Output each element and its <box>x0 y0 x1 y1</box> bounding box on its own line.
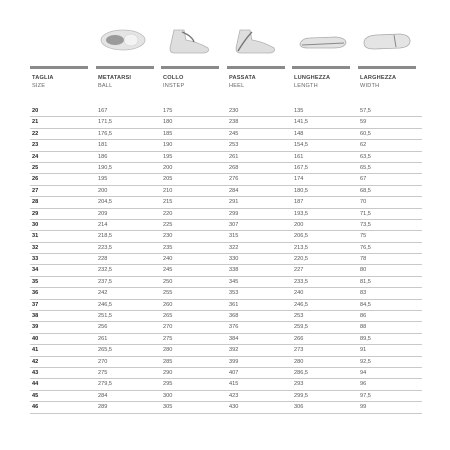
measure-cell: 246,5 <box>294 301 308 308</box>
measure-cell: 280 <box>294 358 304 365</box>
measure-cell: 284 <box>229 187 239 194</box>
size-cell: 28 <box>32 199 39 206</box>
table-row <box>30 231 422 242</box>
header-label-it: PASSATA <box>229 75 256 81</box>
measure-cell: 94 <box>360 369 367 376</box>
size-table-body <box>30 106 422 414</box>
measure-cell: 299 <box>229 210 239 217</box>
measure-cell: 260 <box>163 301 173 308</box>
table-row <box>30 288 422 299</box>
measure-cell: 279,5 <box>98 381 112 388</box>
measure-cell: 245 <box>229 130 239 137</box>
measure-cell: 315 <box>229 233 239 240</box>
table-row <box>30 254 422 265</box>
header-rule <box>30 66 422 70</box>
measure-cell: 71,5 <box>360 210 371 217</box>
measure-cell: 265,5 <box>98 347 112 354</box>
measure-cell: 361 <box>229 301 239 308</box>
measure-cell: 161 <box>294 153 304 160</box>
measure-cell: 230 <box>229 108 239 114</box>
measure-cell: 190 <box>163 142 173 149</box>
measure-cell: 154,5 <box>294 142 308 149</box>
measure-cell: 180,5 <box>294 187 308 194</box>
measure-cell: 213,5 <box>294 244 308 251</box>
measure-cell: 91 <box>360 347 367 354</box>
table-row <box>30 186 422 197</box>
measure-cell: 322 <box>229 244 239 251</box>
size-cell: 21 <box>32 119 39 126</box>
measure-cell: 399 <box>229 358 239 365</box>
table-row <box>30 345 422 356</box>
size-cell: 30 <box>32 221 39 228</box>
measure-cell: 285 <box>163 358 173 365</box>
measure-cell: 195 <box>163 153 173 160</box>
size-cell: 46 <box>32 404 39 411</box>
table-row <box>30 357 422 368</box>
header-label-en: BALL <box>98 83 113 89</box>
measure-cell: 255 <box>163 290 173 297</box>
size-cell: 42 <box>32 358 39 365</box>
measure-cell: 215 <box>163 199 173 206</box>
measure-cell: 338 <box>229 267 239 274</box>
table-row <box>30 140 422 151</box>
measure-cell: 238 <box>229 119 239 126</box>
measure-cell: 242 <box>98 290 108 297</box>
table-row <box>30 209 422 220</box>
measure-cell: 305 <box>163 404 173 411</box>
measure-cell: 78 <box>360 256 367 263</box>
measure-cell: 268 <box>229 164 239 171</box>
table-row <box>30 243 422 254</box>
foot-heel-icon <box>230 26 286 60</box>
measure-cell: 430 <box>229 404 239 411</box>
header-label-it: LARGHEZZA <box>360 75 397 81</box>
measure-cell: 286,5 <box>294 369 308 376</box>
table-row <box>30 277 422 288</box>
measure-cell: 225 <box>163 221 173 228</box>
measure-cell: 300 <box>163 392 173 399</box>
measure-cell: 259,5 <box>294 324 308 331</box>
size-cell: 38 <box>32 313 39 320</box>
size-cell: 25 <box>32 164 39 171</box>
measure-cell: 185 <box>163 130 173 137</box>
measure-cell: 290 <box>163 369 173 376</box>
size-cell: 45 <box>32 392 39 399</box>
size-cell: 23 <box>32 142 39 149</box>
measure-cell: 83 <box>360 290 367 297</box>
header-heel <box>229 74 256 90</box>
measure-cell: 73,5 <box>360 221 371 228</box>
measure-cell: 246,5 <box>98 301 112 308</box>
measure-cell: 200 <box>163 164 173 171</box>
measure-cell: 187 <box>294 199 304 206</box>
measure-cell: 276 <box>229 176 239 183</box>
table-row <box>30 220 422 231</box>
measure-cell: 235 <box>163 244 173 251</box>
size-cell: 29 <box>32 210 39 217</box>
measure-cell: 233,5 <box>294 278 308 285</box>
measure-cell: 200 <box>98 187 108 194</box>
measure-cell: 209 <box>98 210 108 217</box>
measure-cell: 75 <box>360 233 367 240</box>
measure-cell: 57,5 <box>360 108 371 114</box>
measure-cell: 181 <box>98 142 108 149</box>
measure-cell: 266 <box>294 335 304 342</box>
measure-cell: 237,5 <box>98 278 112 285</box>
measure-cell: 261 <box>229 153 239 160</box>
size-cell: 31 <box>32 233 39 240</box>
table-row <box>30 265 422 276</box>
table-row <box>30 152 422 163</box>
size-cell: 37 <box>32 301 39 308</box>
measure-cell: 280 <box>163 347 173 354</box>
size-cell: 35 <box>32 278 39 285</box>
measure-cell: 86 <box>360 313 367 320</box>
measure-cell: 218,5 <box>98 233 112 240</box>
measure-cell: 265 <box>163 313 173 320</box>
foot-instep-icon <box>164 26 220 60</box>
measure-cell: 167,5 <box>294 164 308 171</box>
measure-cell: 63,5 <box>360 153 371 160</box>
size-cell: 26 <box>32 176 39 183</box>
header-ball <box>98 74 131 90</box>
measure-cell: 295 <box>163 381 173 388</box>
measure-cell: 240 <box>163 256 173 263</box>
foot-length-icon <box>296 26 352 60</box>
size-cell: 22 <box>32 130 39 137</box>
measure-cell: 92,5 <box>360 358 371 365</box>
header-label-it: TAGLIA <box>32 75 54 81</box>
header-label-en: LENGTH <box>294 83 318 89</box>
size-cell: 27 <box>32 187 39 194</box>
size-cell: 32 <box>32 244 39 251</box>
measure-cell: 232,5 <box>98 267 112 274</box>
measure-cell: 60,5 <box>360 130 371 137</box>
size-cell: 24 <box>32 153 39 160</box>
size-cell: 43 <box>32 369 39 376</box>
measure-cell: 376 <box>229 324 239 331</box>
row-divider <box>30 413 422 414</box>
measure-cell: 415 <box>229 381 239 388</box>
measure-cell: 250 <box>163 278 173 285</box>
table-row <box>30 300 422 311</box>
measure-cell: 174 <box>294 176 304 183</box>
measure-cell: 195 <box>98 176 108 183</box>
measure-cell: 228 <box>98 256 108 263</box>
size-cell: 41 <box>32 347 39 354</box>
measure-cell: 345 <box>229 278 239 285</box>
measure-cell: 67 <box>360 176 367 183</box>
measure-cell: 306 <box>294 404 304 411</box>
table-row <box>30 174 422 185</box>
measure-cell: 84,5 <box>360 301 371 308</box>
measure-cell: 148 <box>294 130 304 137</box>
measure-cell: 210 <box>163 187 173 194</box>
measure-cell: 299,5 <box>294 392 308 399</box>
measure-cell: 76,5 <box>360 244 371 251</box>
measure-cell: 135 <box>294 108 304 114</box>
measure-cell: 167 <box>98 108 108 114</box>
measure-cell: 353 <box>229 290 239 297</box>
header-size <box>32 74 54 90</box>
size-cell: 44 <box>32 381 39 388</box>
table-row <box>30 391 422 402</box>
measure-cell: 245 <box>163 267 173 274</box>
header-label-en: WIDTH <box>360 83 380 89</box>
measure-cell: 270 <box>98 358 108 365</box>
table-row <box>30 163 422 174</box>
size-cell: 34 <box>32 267 39 274</box>
table-row <box>30 334 422 345</box>
measure-cell: 223,5 <box>98 244 112 251</box>
size-cell: 40 <box>32 335 39 342</box>
size-cell: 33 <box>32 256 39 263</box>
table-row <box>30 402 422 413</box>
measure-cell: 273 <box>294 347 304 354</box>
measure-cell: 220,5 <box>294 256 308 263</box>
measure-cell: 59 <box>360 119 367 126</box>
measure-cell: 97,5 <box>360 392 371 399</box>
measure-cell: 80 <box>360 267 367 274</box>
measure-cell: 190,5 <box>98 164 112 171</box>
measure-cell: 392 <box>229 347 239 354</box>
measure-cell: 141,5 <box>294 119 308 126</box>
measure-cell: 284 <box>98 392 108 399</box>
measure-cell: 289 <box>98 404 108 411</box>
measure-cell: 256 <box>98 324 108 331</box>
measure-cell: 65,5 <box>360 164 371 171</box>
measure-cell: 275 <box>98 369 108 376</box>
foot-ball-icon <box>98 26 154 60</box>
size-cell: 36 <box>32 290 39 297</box>
header-label-en: HEEL <box>229 83 245 89</box>
measure-cell: 171,5 <box>98 119 112 126</box>
measure-cell: 89,5 <box>360 335 371 342</box>
header-label-en: SIZE <box>32 83 46 89</box>
measure-cell: 368 <box>229 313 239 320</box>
measure-cell: 240 <box>294 290 304 297</box>
table-row <box>30 106 422 117</box>
measure-cell: 180 <box>163 119 173 126</box>
measure-cell: 291 <box>229 199 239 206</box>
measure-cell: 270 <box>163 324 173 331</box>
measure-cell: 186 <box>98 153 108 160</box>
measure-cell: 253 <box>229 142 239 149</box>
size-cell: 20 <box>32 108 39 114</box>
header-label-it: METATARSI <box>98 75 132 81</box>
measure-cell: 176,5 <box>98 130 112 137</box>
header-label-it: LUNGHEZZA <box>294 75 331 81</box>
measure-cell: 384 <box>229 335 239 342</box>
measure-cell: 204,5 <box>98 199 112 206</box>
measure-cell: 261 <box>98 335 108 342</box>
measure-cell: 423 <box>229 392 239 399</box>
measure-cell: 214 <box>98 221 108 228</box>
size-cell: 39 <box>32 324 39 331</box>
header-label-en: INSTEP <box>163 83 185 89</box>
table-row <box>30 379 422 390</box>
table-row <box>30 117 422 128</box>
measure-cell: 68,5 <box>360 187 371 194</box>
measure-cell: 193,5 <box>294 210 308 217</box>
measure-cell: 330 <box>229 256 239 263</box>
measure-cell: 88 <box>360 324 367 331</box>
measure-cell: 96 <box>360 381 367 388</box>
measure-cell: 206,5 <box>294 233 308 240</box>
measure-cell: 62 <box>360 142 367 149</box>
header-length <box>294 74 330 90</box>
measure-cell: 81,5 <box>360 278 371 285</box>
measure-cell: 200 <box>294 221 304 228</box>
measure-cell: 205 <box>163 176 173 183</box>
table-row <box>30 197 422 208</box>
measure-cell: 253 <box>294 313 304 320</box>
table-row <box>30 129 422 140</box>
measure-cell: 230 <box>163 233 173 240</box>
measure-cell: 227 <box>294 267 304 274</box>
measure-cell: 275 <box>163 335 173 342</box>
foot-width-icon <box>360 26 416 60</box>
measure-cell: 293 <box>294 381 304 388</box>
measure-cell: 99 <box>360 404 367 411</box>
header-width <box>360 74 396 90</box>
measure-cell: 175 <box>163 108 173 114</box>
measure-cell: 70 <box>360 199 367 206</box>
table-header <box>30 74 422 96</box>
measure-cell: 307 <box>229 221 239 228</box>
measure-cell: 251,5 <box>98 313 112 320</box>
header-label-it: COLLO <box>163 75 184 81</box>
header-instep <box>163 74 184 90</box>
table-row <box>30 311 422 322</box>
measure-cell: 220 <box>163 210 173 217</box>
table-row <box>30 368 422 379</box>
measure-cell: 407 <box>229 369 239 376</box>
table-row <box>30 322 422 333</box>
measurement-icons <box>30 26 422 60</box>
